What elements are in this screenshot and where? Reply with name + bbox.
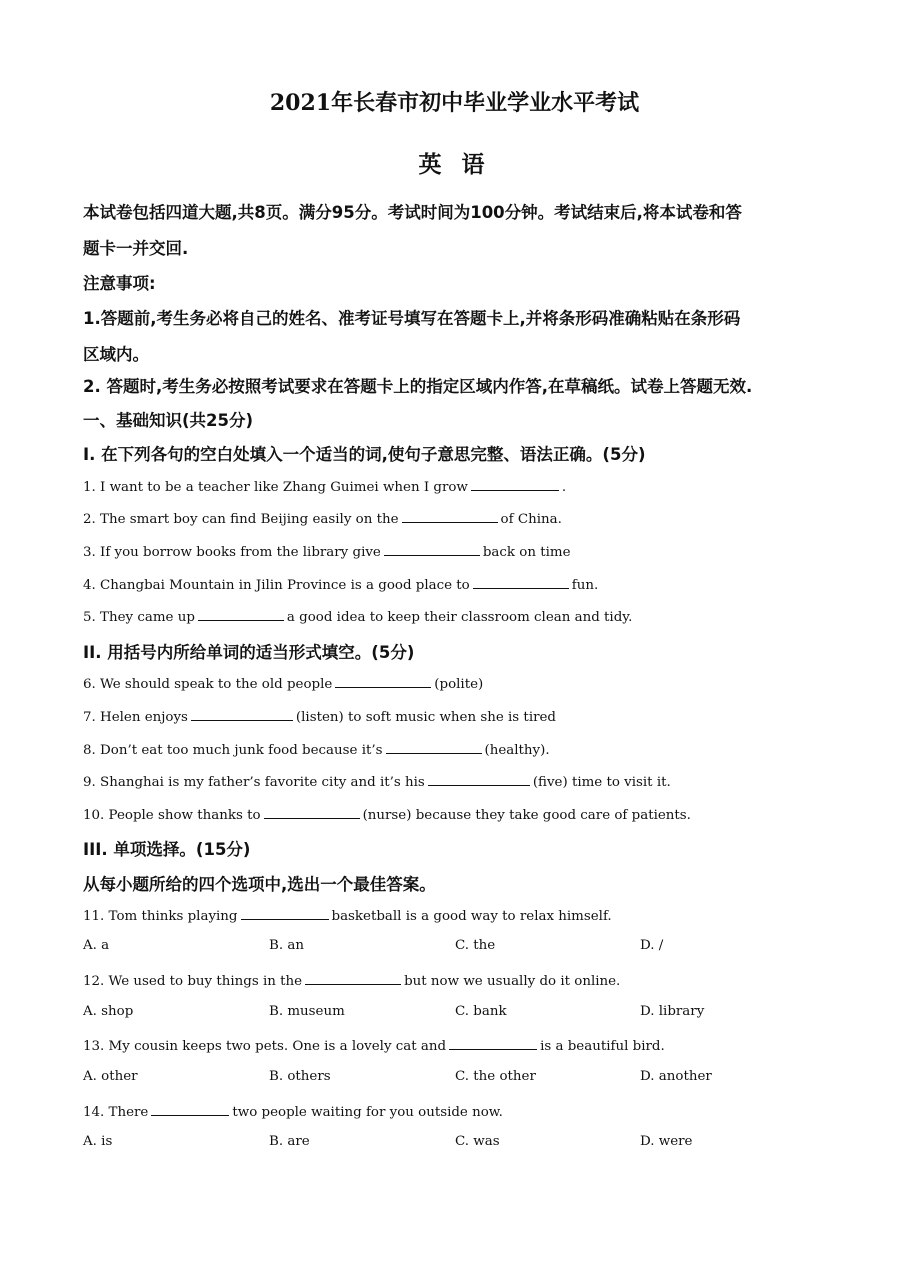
answer-blank[interactable] bbox=[384, 542, 480, 556]
question-5-text: 5. They came up bbox=[83, 610, 195, 625]
question-9: 9. Shanghai is my father’s favorite city and it’s his (five) time to visit it. bbox=[83, 772, 671, 790]
question-13: 13. My cousin keeps two pets. One is a lovely cat and is a beautiful bird. bbox=[83, 1036, 665, 1054]
question-9-text: 9. Shanghai is my father’s favorite city and it’s his bbox=[83, 775, 425, 790]
question-5: 5. They came up a good idea to keep their classroom clean and tidy. bbox=[83, 607, 632, 625]
question-14-option-a[interactable]: A. is bbox=[83, 1134, 113, 1149]
question-8: 8. Don’t eat too much junk food because it’s (healthy). bbox=[83, 740, 550, 758]
section-3-heading: III. 单项选择。(15分) bbox=[83, 840, 251, 859]
question-1-text: 1. I want to be a teacher like Zhang Guimei when I grow bbox=[83, 480, 468, 495]
question-7-text: 7. Helen enjoys bbox=[83, 710, 188, 725]
section-3-subheading: 从每小题所给的四个选项中,选出一个最佳答案。 bbox=[83, 875, 436, 894]
question-14-option-b[interactable]: B. are bbox=[269, 1134, 310, 1149]
question-12-option-a[interactable]: A. shop bbox=[83, 1004, 134, 1019]
question-12-option-d[interactable]: D. library bbox=[640, 1004, 705, 1019]
question-14-text: 14. There bbox=[83, 1105, 149, 1120]
question-11-option-a[interactable]: A. a bbox=[83, 938, 110, 953]
answer-blank[interactable] bbox=[335, 674, 431, 688]
question-12: 12. We used to buy things in the but now we usually do it online. bbox=[83, 971, 620, 989]
question-11-option-d[interactable]: D. / bbox=[640, 938, 664, 953]
question-7: 7. Helen enjoys (listen) to soft music when she is tired bbox=[83, 707, 556, 725]
question-13-option-d[interactable]: D. another bbox=[640, 1069, 712, 1084]
question-14-option-d[interactable]: D. were bbox=[640, 1134, 693, 1149]
answer-blank[interactable] bbox=[386, 740, 482, 754]
intro-line-2: 题卡一并交回. bbox=[83, 239, 189, 258]
notes-heading: 注意事项: bbox=[83, 274, 156, 293]
question-6-text: 6. We should speak to the old people bbox=[83, 677, 333, 692]
question-12-option-c[interactable]: C. bank bbox=[455, 1004, 507, 1019]
answer-blank[interactable] bbox=[151, 1102, 229, 1116]
intro-line-1: 本试卷包括四道大题,共8页。满分95分。考试时间为100分钟。考试结束后,将本试卷和答 bbox=[83, 203, 742, 222]
answer-blank[interactable] bbox=[402, 509, 498, 523]
question-3: 3. If you borrow books from the library give back on time bbox=[83, 542, 571, 560]
question-11-text: 11. Tom thinks playing bbox=[83, 909, 238, 924]
question-11: 11. Tom thinks playing basketball is a good way to relax himself. bbox=[83, 906, 612, 924]
question-11-option-c[interactable]: C. the bbox=[455, 938, 496, 953]
question-2: 2. The smart boy can find Beijing easily on the of China. bbox=[83, 509, 562, 527]
note-1-line-1: 1.答题前,考生务必将自己的姓名、准考证号填写在答题卡上,并将条形码准确粘贴在条形码 bbox=[83, 309, 741, 328]
answer-blank[interactable] bbox=[198, 607, 284, 621]
answer-blank[interactable] bbox=[191, 707, 293, 721]
question-14: 14. There two people waiting for you outside now. bbox=[83, 1102, 503, 1120]
question-8-text: 8. Don’t eat too much junk food because it’s bbox=[83, 743, 383, 758]
question-6: 6. We should speak to the old people (polite) bbox=[83, 674, 483, 692]
answer-blank[interactable] bbox=[473, 575, 569, 589]
note-2: 2. 答题时,考生务必按照考试要求在答题卡上的指定区域内作答,在草稿纸。试卷上答题无效. bbox=[83, 377, 753, 396]
part-1-heading: 一、基础知识(共25分) bbox=[83, 411, 254, 430]
question-13-option-c[interactable]: C. the other bbox=[455, 1069, 536, 1084]
question-3-text: 3. If you borrow books from the library give bbox=[83, 545, 381, 560]
question-4: 4. Changbai Mountain in Jilin Province is a good place to fun. bbox=[83, 575, 598, 593]
question-12-text: 12. We used to buy things in the bbox=[83, 974, 303, 989]
question-1: 1. I want to be a teacher like Zhang Guimei when I grow . bbox=[83, 477, 566, 495]
question-10: 10. People show thanks to (nurse) because they take good care of patients. bbox=[83, 805, 691, 823]
section-1-heading: I. 在下列各句的空白处填入一个适当的词,使句子意思完整、语法正确。(5分) bbox=[83, 445, 646, 464]
question-12-option-b[interactable]: B. museum bbox=[269, 1004, 345, 1019]
question-10-text: 10. People show thanks to bbox=[83, 808, 261, 823]
answer-blank[interactable] bbox=[305, 971, 401, 985]
question-13-option-b[interactable]: B. others bbox=[269, 1069, 331, 1084]
question-13-option-a[interactable]: A. other bbox=[83, 1069, 138, 1084]
answer-blank[interactable] bbox=[264, 805, 360, 819]
answer-blank[interactable] bbox=[449, 1036, 537, 1050]
note-1-line-2: 区域内。 bbox=[83, 345, 149, 364]
question-14-option-c[interactable]: C. was bbox=[455, 1134, 500, 1149]
question-13-text: 13. My cousin keeps two pets. One is a lovely cat and bbox=[83, 1039, 447, 1054]
question-11-option-b[interactable]: B. an bbox=[269, 938, 304, 953]
answer-blank[interactable] bbox=[428, 772, 530, 786]
exam-title: 2021年长春市初中毕业学业水平考试 bbox=[269, 90, 640, 116]
answer-blank[interactable] bbox=[471, 477, 559, 491]
subject-title: 英 语 bbox=[418, 151, 491, 178]
question-2-text: 2. The smart boy can find Beijing easily on the bbox=[83, 512, 399, 527]
answer-blank[interactable] bbox=[241, 906, 329, 920]
question-4-text: 4. Changbai Mountain in Jilin Province is a good place to bbox=[83, 578, 470, 593]
section-2-heading: II. 用括号内所给单词的适当形式填空。(5分) bbox=[83, 643, 415, 662]
